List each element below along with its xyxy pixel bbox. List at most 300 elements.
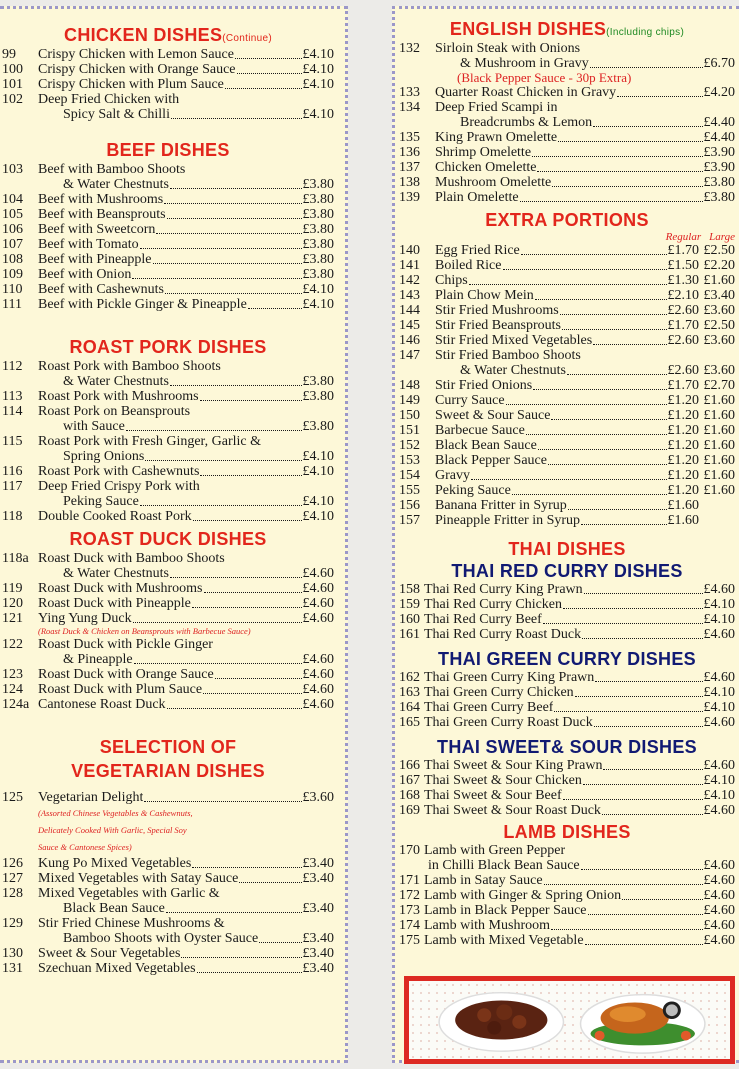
spacer <box>582 350 734 360</box>
item-name: Ying Yung Duck <box>38 611 132 626</box>
lamb-heading <box>399 821 735 843</box>
item-price: £3.80 <box>302 192 334 207</box>
chicken-heading <box>2 23 334 47</box>
dot-leader <box>552 176 702 187</box>
item-price-large: £1.60 <box>703 453 735 468</box>
item-number: 126 <box>2 856 23 871</box>
menu-item-row <box>399 408 735 423</box>
menu-item-row <box>2 92 334 107</box>
item-number: 109 <box>2 267 23 282</box>
item-price: £4.10 <box>703 685 735 700</box>
menu-item-row <box>2 192 334 207</box>
menu-item-row <box>399 903 735 918</box>
item-price-large: £1.60 <box>703 393 735 408</box>
item-number: 150 <box>399 408 420 423</box>
dot-leader <box>167 698 302 709</box>
menu-item-row <box>399 468 735 483</box>
item-number: 120 <box>2 596 23 611</box>
item-name: Sirloin Steak with Onions <box>435 41 581 56</box>
item-number: 137 <box>399 160 420 175</box>
right-menu-panel <box>392 6 739 1063</box>
item-name: Chips <box>435 273 468 288</box>
item-name: Thai Red Curry Roast Duck <box>424 627 582 642</box>
chicken-heading-suffix: (Continue) <box>222 33 272 44</box>
item-price: £4.10 <box>302 77 334 92</box>
menu-item-row <box>2 611 334 626</box>
item-name: Thai Red Curry Chicken <box>424 597 563 612</box>
dot-leader <box>140 495 302 506</box>
item-name: Sweet & Sour Vegetables <box>38 946 181 961</box>
item-name: Peking Sauce <box>63 494 139 509</box>
item-price: £4.10 <box>703 597 735 612</box>
thai-heading <box>399 538 735 560</box>
item-price: £4.60 <box>703 627 735 642</box>
item-number: 136 <box>399 145 420 160</box>
dot-leader <box>167 208 302 219</box>
menu-item-row <box>2 637 334 652</box>
item-number: 156 <box>399 498 420 513</box>
dot-leader <box>535 289 667 300</box>
item-number: 115 <box>2 434 23 449</box>
item-number: 105 <box>2 207 23 222</box>
menu-item-row <box>2 434 334 449</box>
dot-leader <box>239 872 301 883</box>
dot-leader <box>532 146 702 157</box>
menu-item-row <box>399 273 735 288</box>
menu-item-row <box>399 303 735 318</box>
menu-item-row <box>2 404 334 419</box>
item-number: 164 <box>399 700 420 715</box>
dot-leader <box>520 191 703 202</box>
item-name: Boiled Rice <box>435 258 502 273</box>
item-name: Double Cooked Roast Pork <box>38 509 192 524</box>
menu-item-row <box>399 378 735 393</box>
item-number: 146 <box>399 333 420 348</box>
dot-leader <box>200 465 301 476</box>
item-price-large: £2.50 <box>703 243 735 258</box>
menu-item-row <box>2 237 334 252</box>
item-number: 121 <box>2 611 23 626</box>
menu-item-row <box>2 682 334 697</box>
dot-leader <box>181 947 301 958</box>
dot-leader <box>602 804 703 815</box>
price-column-headers <box>399 232 735 243</box>
item-price-large: £3.40 <box>703 288 735 303</box>
menu-item-row <box>2 871 334 886</box>
item-name: Thai Red Curry Beef <box>424 612 542 627</box>
item-number: 165 <box>399 715 420 730</box>
menu-item-row <box>2 282 334 297</box>
item-number: 132 <box>399 41 420 56</box>
item-name: Beef with Pickle Ginger & Pineapple <box>38 297 247 312</box>
item-price: £3.40 <box>302 901 334 916</box>
menu-item-row <box>399 888 735 903</box>
item-number: 147 <box>399 348 420 363</box>
item-price: £4.60 <box>703 918 735 933</box>
item-name: & Water Chestnuts <box>63 566 169 581</box>
item-price: £4.10 <box>703 788 735 803</box>
item-name: Beef with Onion <box>38 267 132 282</box>
item-price: £4.10 <box>703 612 735 627</box>
menu-item-row-continued <box>399 56 735 71</box>
dot-leader <box>197 962 302 973</box>
menu-item-row-continued <box>2 449 334 464</box>
item-price: £3.80 <box>302 237 334 252</box>
dot-leader <box>581 514 666 525</box>
item-price: £4.60 <box>703 873 735 888</box>
item-price: £4.10 <box>302 449 334 464</box>
item-number: 159 <box>399 597 420 612</box>
dot-leader <box>554 701 702 712</box>
item-name: King Prawn Omelette <box>435 130 558 145</box>
item-name: Lamb in Satay Sauce <box>424 873 543 888</box>
lamb-heading-text: LAMB DISHES <box>503 822 631 842</box>
item-name: Curry Sauce <box>435 393 505 408</box>
item-price: £4.10 <box>302 509 334 524</box>
thai-red-heading <box>399 560 735 582</box>
item-price: £4.60 <box>302 596 334 611</box>
menu-item-row-continued <box>2 494 334 509</box>
item-name: Stir Fried Onions <box>435 378 533 393</box>
item-name: & Water Chestnuts <box>63 177 169 192</box>
item-number: 163 <box>399 685 420 700</box>
item-name: Stir Fried Chinese Mushrooms & <box>38 916 225 931</box>
dot-leader <box>215 668 302 679</box>
item-name: Plain Chow Mein <box>435 288 534 303</box>
item-note: (Black Pepper Sauce - 30p Extra) <box>457 70 632 85</box>
menu-item-row <box>399 130 735 145</box>
item-name: Szechuan Mixed Vegetables <box>38 961 196 976</box>
item-price-large: £1.60 <box>703 423 735 438</box>
item-number: 142 <box>399 273 420 288</box>
item-price: £4.20 <box>703 85 735 100</box>
item-price: £4.60 <box>703 803 735 818</box>
menu-item-row <box>399 513 735 528</box>
item-name: Roast Pork with Cashewnuts <box>38 464 200 479</box>
item-number: 117 <box>2 479 23 494</box>
menu-item-row <box>399 243 735 258</box>
item-name: Spicy Salt & Chilli <box>63 107 170 122</box>
item-number: 125 <box>2 790 23 805</box>
item-name: Banana Fritter in Syrup <box>435 498 567 513</box>
left-menu-panel <box>0 6 348 1063</box>
vegetarian-heading-line2-text: VEGETARIAN DISHES <box>71 761 265 781</box>
dot-leader <box>594 716 703 727</box>
menu-item-row <box>399 843 735 858</box>
item-name: Kung Po Mixed Vegetables <box>38 856 192 871</box>
item-name: Egg Fried Rice <box>435 243 520 258</box>
item-number: 124a <box>2 697 30 712</box>
item-name: & Mushroom in Gravy <box>460 56 589 71</box>
item-price: £3.40 <box>302 871 334 886</box>
dot-leader <box>551 919 703 930</box>
menu-item-row <box>2 509 334 524</box>
menu-item-row-continued <box>2 901 334 916</box>
item-number: 122 <box>2 637 23 652</box>
item-price: £4.60 <box>703 670 735 685</box>
dot-leader <box>537 161 702 172</box>
item-number: 99 <box>2 47 16 62</box>
dot-leader <box>622 889 702 900</box>
dot-leader <box>582 628 702 639</box>
dot-leader <box>583 774 703 785</box>
dot-leader <box>170 375 302 386</box>
item-name: Pineapple Fritter in Syrup <box>435 513 581 528</box>
menu-item-row <box>2 162 334 177</box>
item-name: Beef with Sweetcorn <box>38 222 156 237</box>
menu-item-row-continued <box>2 374 334 389</box>
dot-leader <box>575 686 703 697</box>
item-price-large: £1.60 <box>703 483 735 498</box>
item-price-large: £3.60 <box>703 333 735 348</box>
item-name: Deep Fried Crispy Pork with <box>38 479 200 494</box>
dot-leader <box>164 193 301 204</box>
english-heading-suffix: (Including chips) <box>606 27 685 38</box>
item-number: 175 <box>399 933 420 948</box>
item-number: 107 <box>2 237 23 252</box>
item-price-large: £1.60 <box>703 468 735 483</box>
item-price: £4.60 <box>703 758 735 773</box>
item-number: 106 <box>2 222 23 237</box>
item-name: Lamb with Green Pepper <box>424 843 566 858</box>
item-number: 134 <box>399 100 420 115</box>
item-number: 108 <box>2 252 23 267</box>
menu-item-row <box>399 700 735 715</box>
item-number: 129 <box>2 916 23 931</box>
item-price: £3.40 <box>302 856 334 871</box>
item-price: £2.10 <box>667 288 699 303</box>
item-name: Roast Duck with Plum Sauce <box>38 682 203 697</box>
item-name: Thai Sweet & Sour Beef <box>424 788 562 803</box>
item-name: Shrimp Omelette <box>435 145 532 160</box>
menu-item-row <box>399 788 735 803</box>
item-name: Lamb with Mushroom <box>424 918 550 933</box>
item-price-large: £1.60 <box>703 408 735 423</box>
dot-leader <box>543 613 703 624</box>
item-number: 135 <box>399 130 420 145</box>
dot-leader <box>126 420 302 431</box>
dot-leader <box>595 671 702 682</box>
menu-item-row <box>2 479 334 494</box>
duck-heading <box>2 527 334 551</box>
item-name: Deep Fried Chicken with <box>38 92 180 107</box>
menu-item-row <box>2 297 334 312</box>
dot-leader <box>512 484 667 495</box>
item-name: Roast Duck with Orange Sauce <box>38 667 214 682</box>
dot-leader <box>567 364 667 375</box>
menu-item-row-continued <box>2 177 334 192</box>
item-price: £3.80 <box>302 252 334 267</box>
large-label: Large <box>709 231 735 243</box>
item-price: £4.60 <box>703 715 735 730</box>
item-price: £4.10 <box>302 494 334 509</box>
item-price: £3.40 <box>302 931 334 946</box>
menu-item-row <box>399 773 735 788</box>
menu-item-row <box>2 77 334 92</box>
item-price: £4.60 <box>302 652 334 667</box>
item-name: with Sauce <box>63 419 125 434</box>
item-number: 167 <box>399 773 420 788</box>
item-number: 168 <box>399 788 420 803</box>
menu-item-row <box>2 252 334 267</box>
item-name: Black Bean Sauce <box>63 901 165 916</box>
menu-item-row <box>2 581 334 596</box>
item-name: Roast Duck with Bamboo Shoots <box>38 551 225 566</box>
item-number: 103 <box>2 162 23 177</box>
extra-portions-heading <box>399 208 735 232</box>
item-price: £4.60 <box>302 611 334 626</box>
item-price: £4.40 <box>703 115 735 130</box>
menu-item-row <box>399 288 735 303</box>
dot-leader <box>568 499 667 510</box>
dot-leader <box>192 857 301 868</box>
item-name: Peking Sauce <box>435 483 511 498</box>
dot-leader <box>156 223 301 234</box>
item-number: 133 <box>399 85 420 100</box>
item-price-large: £1.60 <box>703 438 735 453</box>
menu-item-row <box>2 62 334 77</box>
menu-item-row-continued <box>2 931 334 946</box>
menu-item-row <box>399 627 735 642</box>
item-number: 143 <box>399 288 420 303</box>
item-price: £4.60 <box>703 858 735 873</box>
item-name: Thai Sweet & Sour King Prawn <box>424 758 603 773</box>
item-price: £4.60 <box>703 933 735 948</box>
vegetarian-heading-line1-text: SELECTION OF <box>99 737 237 757</box>
menu-item-row <box>2 359 334 374</box>
item-price: £1.20 <box>667 468 699 483</box>
dot-leader <box>503 259 667 270</box>
item-name: Roast Pork with Bamboo Shoots <box>38 359 221 374</box>
item-number: 140 <box>399 243 420 258</box>
item-number: 112 <box>2 359 23 374</box>
item-number: 114 <box>2 404 23 419</box>
menu-item-row <box>399 612 735 627</box>
dot-leader <box>153 253 302 264</box>
item-name: Beef with Mushrooms <box>38 192 164 207</box>
dot-leader <box>590 57 703 68</box>
dot-leader <box>533 379 666 390</box>
item-number: 141 <box>399 258 420 273</box>
item-note: Delicately Cooked With Garlic, Special Soy <box>38 825 187 835</box>
menu-item-row <box>2 961 334 976</box>
item-price: £1.20 <box>667 408 699 423</box>
item-number: 102 <box>2 92 23 107</box>
item-name: Thai Green Curry Beef <box>424 700 554 715</box>
item-price-large: £1.60 <box>703 273 735 288</box>
beef-heading-text: BEEF DISHES <box>106 140 230 160</box>
menu-item-row-continued <box>399 363 735 378</box>
dot-leader <box>192 597 302 608</box>
dot-leader <box>585 934 703 945</box>
item-price: £4.10 <box>302 282 334 297</box>
food-photo <box>404 976 735 1064</box>
menu-item-row <box>399 453 735 468</box>
item-price: £3.80 <box>302 177 334 192</box>
item-name: Plain Omelette <box>435 190 519 205</box>
item-name: Quarter Roast Chicken in Gravy <box>435 85 617 100</box>
item-price: £4.40 <box>703 130 735 145</box>
menu-item-row <box>399 85 735 100</box>
menu-item-row <box>399 582 735 597</box>
item-name: Thai Sweet & Sour Roast Duck <box>424 803 601 818</box>
menu-item-row <box>2 856 334 871</box>
item-name: Deep Fried Scampi in <box>435 100 558 115</box>
item-price: £1.20 <box>667 393 699 408</box>
item-number: 166 <box>399 758 420 773</box>
menu-item-row <box>399 715 735 730</box>
food-illustration <box>409 981 730 1059</box>
dot-leader <box>471 469 667 480</box>
thai-green-heading <box>399 648 735 670</box>
item-number: 148 <box>399 378 420 393</box>
menu-item-row-continued <box>2 652 334 667</box>
item-number: 149 <box>399 393 420 408</box>
item-price: £4.10 <box>703 773 735 788</box>
menu-item-row <box>399 318 735 333</box>
item-price: £4.60 <box>302 581 334 596</box>
item-name: Roast Duck with Mushrooms <box>38 581 203 596</box>
dot-leader <box>551 409 666 420</box>
item-number: 155 <box>399 483 420 498</box>
item-price: £4.10 <box>302 464 334 479</box>
dot-leader <box>166 902 302 913</box>
item-number: 123 <box>2 667 23 682</box>
item-name: Sweet & Sour Sauce <box>435 408 551 423</box>
dot-leader <box>588 904 703 915</box>
item-price: £3.80 <box>302 389 334 404</box>
item-number: 153 <box>399 453 420 468</box>
vegetarian-heading-line1 <box>2 735 334 759</box>
item-note: Sauce & Cantonese Spices) <box>38 842 132 852</box>
item-price: £3.80 <box>302 267 334 282</box>
item-name: Breadcrumbs & Lemon <box>460 115 593 130</box>
thai-green-heading-text: THAI GREEN CURRY DISHES <box>438 649 696 669</box>
item-name: Spring Onions <box>63 449 145 464</box>
menu-item-row <box>399 333 735 348</box>
item-price-large: £3.60 <box>703 303 735 318</box>
item-price: £2.60 <box>667 303 699 318</box>
item-price: £4.10 <box>302 47 334 62</box>
item-price: £1.30 <box>667 273 699 288</box>
dot-leader <box>617 86 702 97</box>
item-name: Black Bean Sauce <box>435 438 537 453</box>
item-price: £1.20 <box>667 438 699 453</box>
item-name: Stir Fried Mushrooms <box>435 303 559 318</box>
item-price: £1.70 <box>667 243 699 258</box>
item-number: 101 <box>2 77 23 92</box>
item-name: Beef with Cashewnuts <box>38 282 164 297</box>
menu-item-row <box>2 389 334 404</box>
menu-item-row <box>2 886 334 901</box>
menu-item-row <box>399 498 735 513</box>
menu-item-row-continued <box>399 115 735 130</box>
item-number: 116 <box>2 464 23 479</box>
item-name: Stir Fried Beansprouts <box>435 318 561 333</box>
english-heading-text: ENGLISH DISHES <box>449 19 607 39</box>
menu-item-row <box>399 100 735 115</box>
item-number: 145 <box>399 318 420 333</box>
item-price-large: £2.70 <box>703 378 735 393</box>
dot-leader <box>584 583 703 594</box>
item-name: Roast Duck with Pineapple <box>38 596 191 611</box>
menu-item-row <box>2 946 334 961</box>
item-price-large: £2.20 <box>703 258 735 273</box>
item-name: Beef with Tomato <box>38 237 139 252</box>
item-price: £4.10 <box>703 700 735 715</box>
beef-heading <box>2 138 334 162</box>
item-number: 161 <box>399 627 420 642</box>
